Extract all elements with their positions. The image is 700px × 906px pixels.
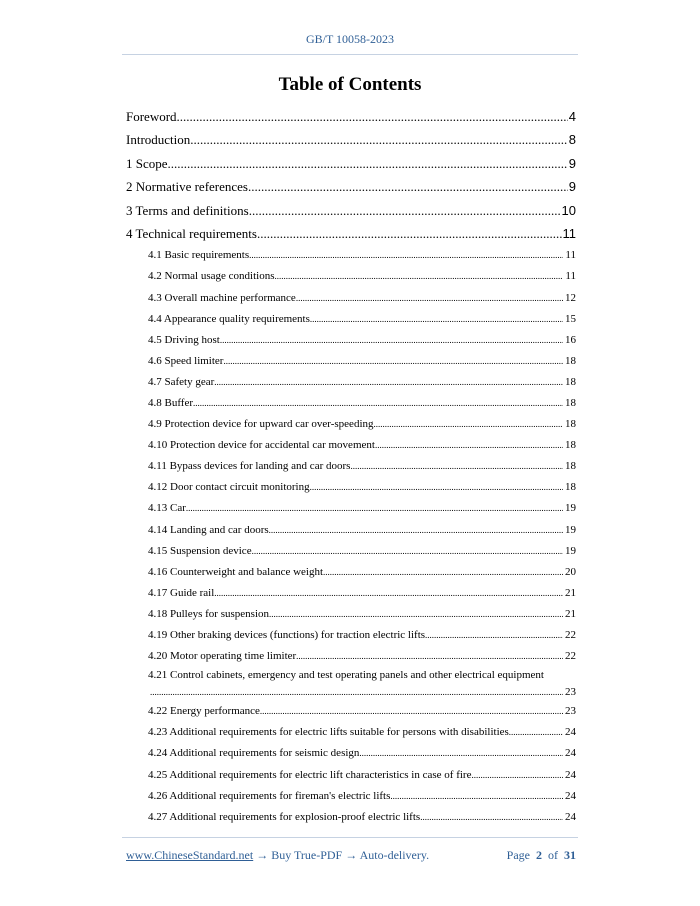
footer-divider — [122, 837, 578, 838]
header-divider — [122, 54, 578, 55]
toc-subentry[interactable]: 4.15 Suspension device ..... 19 — [126, 541, 576, 562]
toc-subentry[interactable]: 4.27 Additional requirements for explosion-proof electric lifts ..... 24 — [126, 807, 576, 828]
dot-leader — [177, 105, 568, 128]
toc-subentry[interactable]: 4.3 Overall machine performance ..... 12 — [126, 288, 576, 309]
toc-subentry[interactable]: 4.5 Driving host ..... 16 — [126, 330, 576, 351]
dot-leader — [252, 541, 563, 562]
toc-subentry[interactable]: 4.11 Bypass devices for landing and car doors ..... 18 — [126, 456, 576, 477]
dot-leader — [509, 722, 563, 743]
dot-leader — [269, 604, 563, 625]
dot-leader — [323, 562, 563, 583]
toc-subentry[interactable]: 4.25 Additional requirements for electric lift characteristics in case of fire ..... 24 — [126, 765, 576, 786]
toc-subentry[interactable]: 4.14 Landing and car doors ..... 19 — [126, 520, 576, 541]
dot-leader — [248, 175, 568, 198]
toc-subentry[interactable]: 4.10 Protection device for accidental car movement ..... 18 — [126, 435, 576, 456]
dot-leader — [471, 765, 563, 786]
dot-leader — [390, 786, 563, 807]
dot-leader — [350, 456, 563, 477]
dot-leader — [190, 128, 568, 151]
toc-entry-foreword[interactable]: Foreword ..... 4 — [126, 105, 576, 128]
toc-subentry[interactable]: 4.6 Speed limiter ..... 18 — [126, 351, 576, 372]
footer-tagline: → Buy True-PDF → Auto-delivery. — [253, 848, 430, 862]
toc-subentry[interactable]: 4.22 Energy performance ..... 23 — [126, 701, 576, 722]
toc-subentry-wrapped[interactable]: 4.21 Control cabinets, emergency and test operating panels and other electrical equipment ..... 23 — [126, 667, 576, 701]
dot-leader — [168, 152, 568, 175]
dot-leader — [257, 222, 562, 245]
toc-entry-normative-references[interactable]: 2 Normative references ..... 9 — [126, 175, 576, 198]
toc-subentry[interactable]: 4.16 Counterweight and balance weight ..... 20 — [126, 562, 576, 583]
toc-subentry[interactable]: 4.4 Appearance quality requirements ..... 15 — [126, 309, 576, 330]
website-link[interactable]: www.ChineseStandard.net — [126, 848, 254, 862]
toc-subentry[interactable]: 4.7 Safety gear ..... 18 — [126, 372, 576, 393]
dot-leader — [420, 807, 563, 828]
page-title: Table of Contents — [278, 74, 422, 95]
toc-subentry[interactable]: 4.12 Door contact circuit monitoring ..... 18 — [126, 477, 576, 498]
toc-subentry[interactable]: 4.8 Buffer ..... 18 — [126, 393, 576, 414]
toc-subentry[interactable]: 4.24 Additional requirements for seismic design ..... 24 — [126, 743, 576, 764]
toc-subentry[interactable]: 4.26 Additional requirements for fireman's electric lifts ..... 24 — [126, 786, 576, 807]
dot-leader — [274, 266, 563, 287]
dot-leader — [310, 309, 563, 330]
dot-leader — [214, 583, 563, 604]
toc-entry-terms-and-definitions[interactable]: 3 Terms and definitions ..... 10 — [126, 199, 576, 222]
dot-leader — [214, 372, 563, 393]
dot-leader — [260, 701, 563, 722]
toc-subentry[interactable]: 4.13 Car ..... 19 — [126, 498, 576, 519]
toc-entry-technical-requirements[interactable]: 4 Technical requirements ..... 11 — [126, 222, 576, 245]
toc-subentry[interactable]: 4.18 Pulleys for suspension ..... 21 — [126, 604, 576, 625]
dot-leader — [359, 743, 563, 764]
toc-subentry[interactable]: 4.19 Other braking devices (functions) for traction electric lifts ..... 22 — [126, 625, 576, 646]
dot-leader — [186, 498, 563, 519]
toc-subentry[interactable]: 4.1 Basic requirements ..... 11 — [126, 245, 576, 266]
toc-subentry[interactable]: 4.23 Additional requirements for electric lifts suitable for persons with disabilities ..... 24 — [126, 722, 576, 743]
page-counter: Page 2 of 31 — [506, 848, 576, 862]
dot-leader — [220, 330, 563, 351]
dot-leader — [193, 393, 563, 414]
dot-leader — [296, 646, 563, 667]
dot-leader — [249, 199, 561, 222]
dot-leader — [425, 625, 563, 646]
dot-leader — [375, 435, 563, 456]
toc-subentry[interactable]: 4.9 Protection device for upward car over-speeding ..... 18 — [126, 414, 576, 435]
toc-entry-introduction[interactable]: Introduction ..... 8 — [126, 128, 576, 151]
toc-subentry[interactable]: 4.20 Motor operating time limiter ..... 22 — [126, 646, 576, 667]
dot-leader — [223, 351, 563, 372]
dot-leader — [150, 684, 563, 701]
dot-leader — [374, 414, 564, 435]
dot-leader — [296, 288, 563, 309]
running-header: GB/T 10058-2023 — [305, 32, 395, 46]
dot-leader — [269, 520, 563, 541]
toc-subentry[interactable]: 4.17 Guide rail ..... 21 — [126, 583, 576, 604]
dot-leader — [310, 477, 563, 498]
toc-entry-scope[interactable]: 1 Scope ..... 9 — [126, 152, 576, 175]
table-of-contents — [126, 105, 576, 828]
toc-subentry[interactable]: 4.2 Normal usage conditions ..... 11 — [126, 266, 576, 287]
dot-leader — [249, 245, 563, 266]
